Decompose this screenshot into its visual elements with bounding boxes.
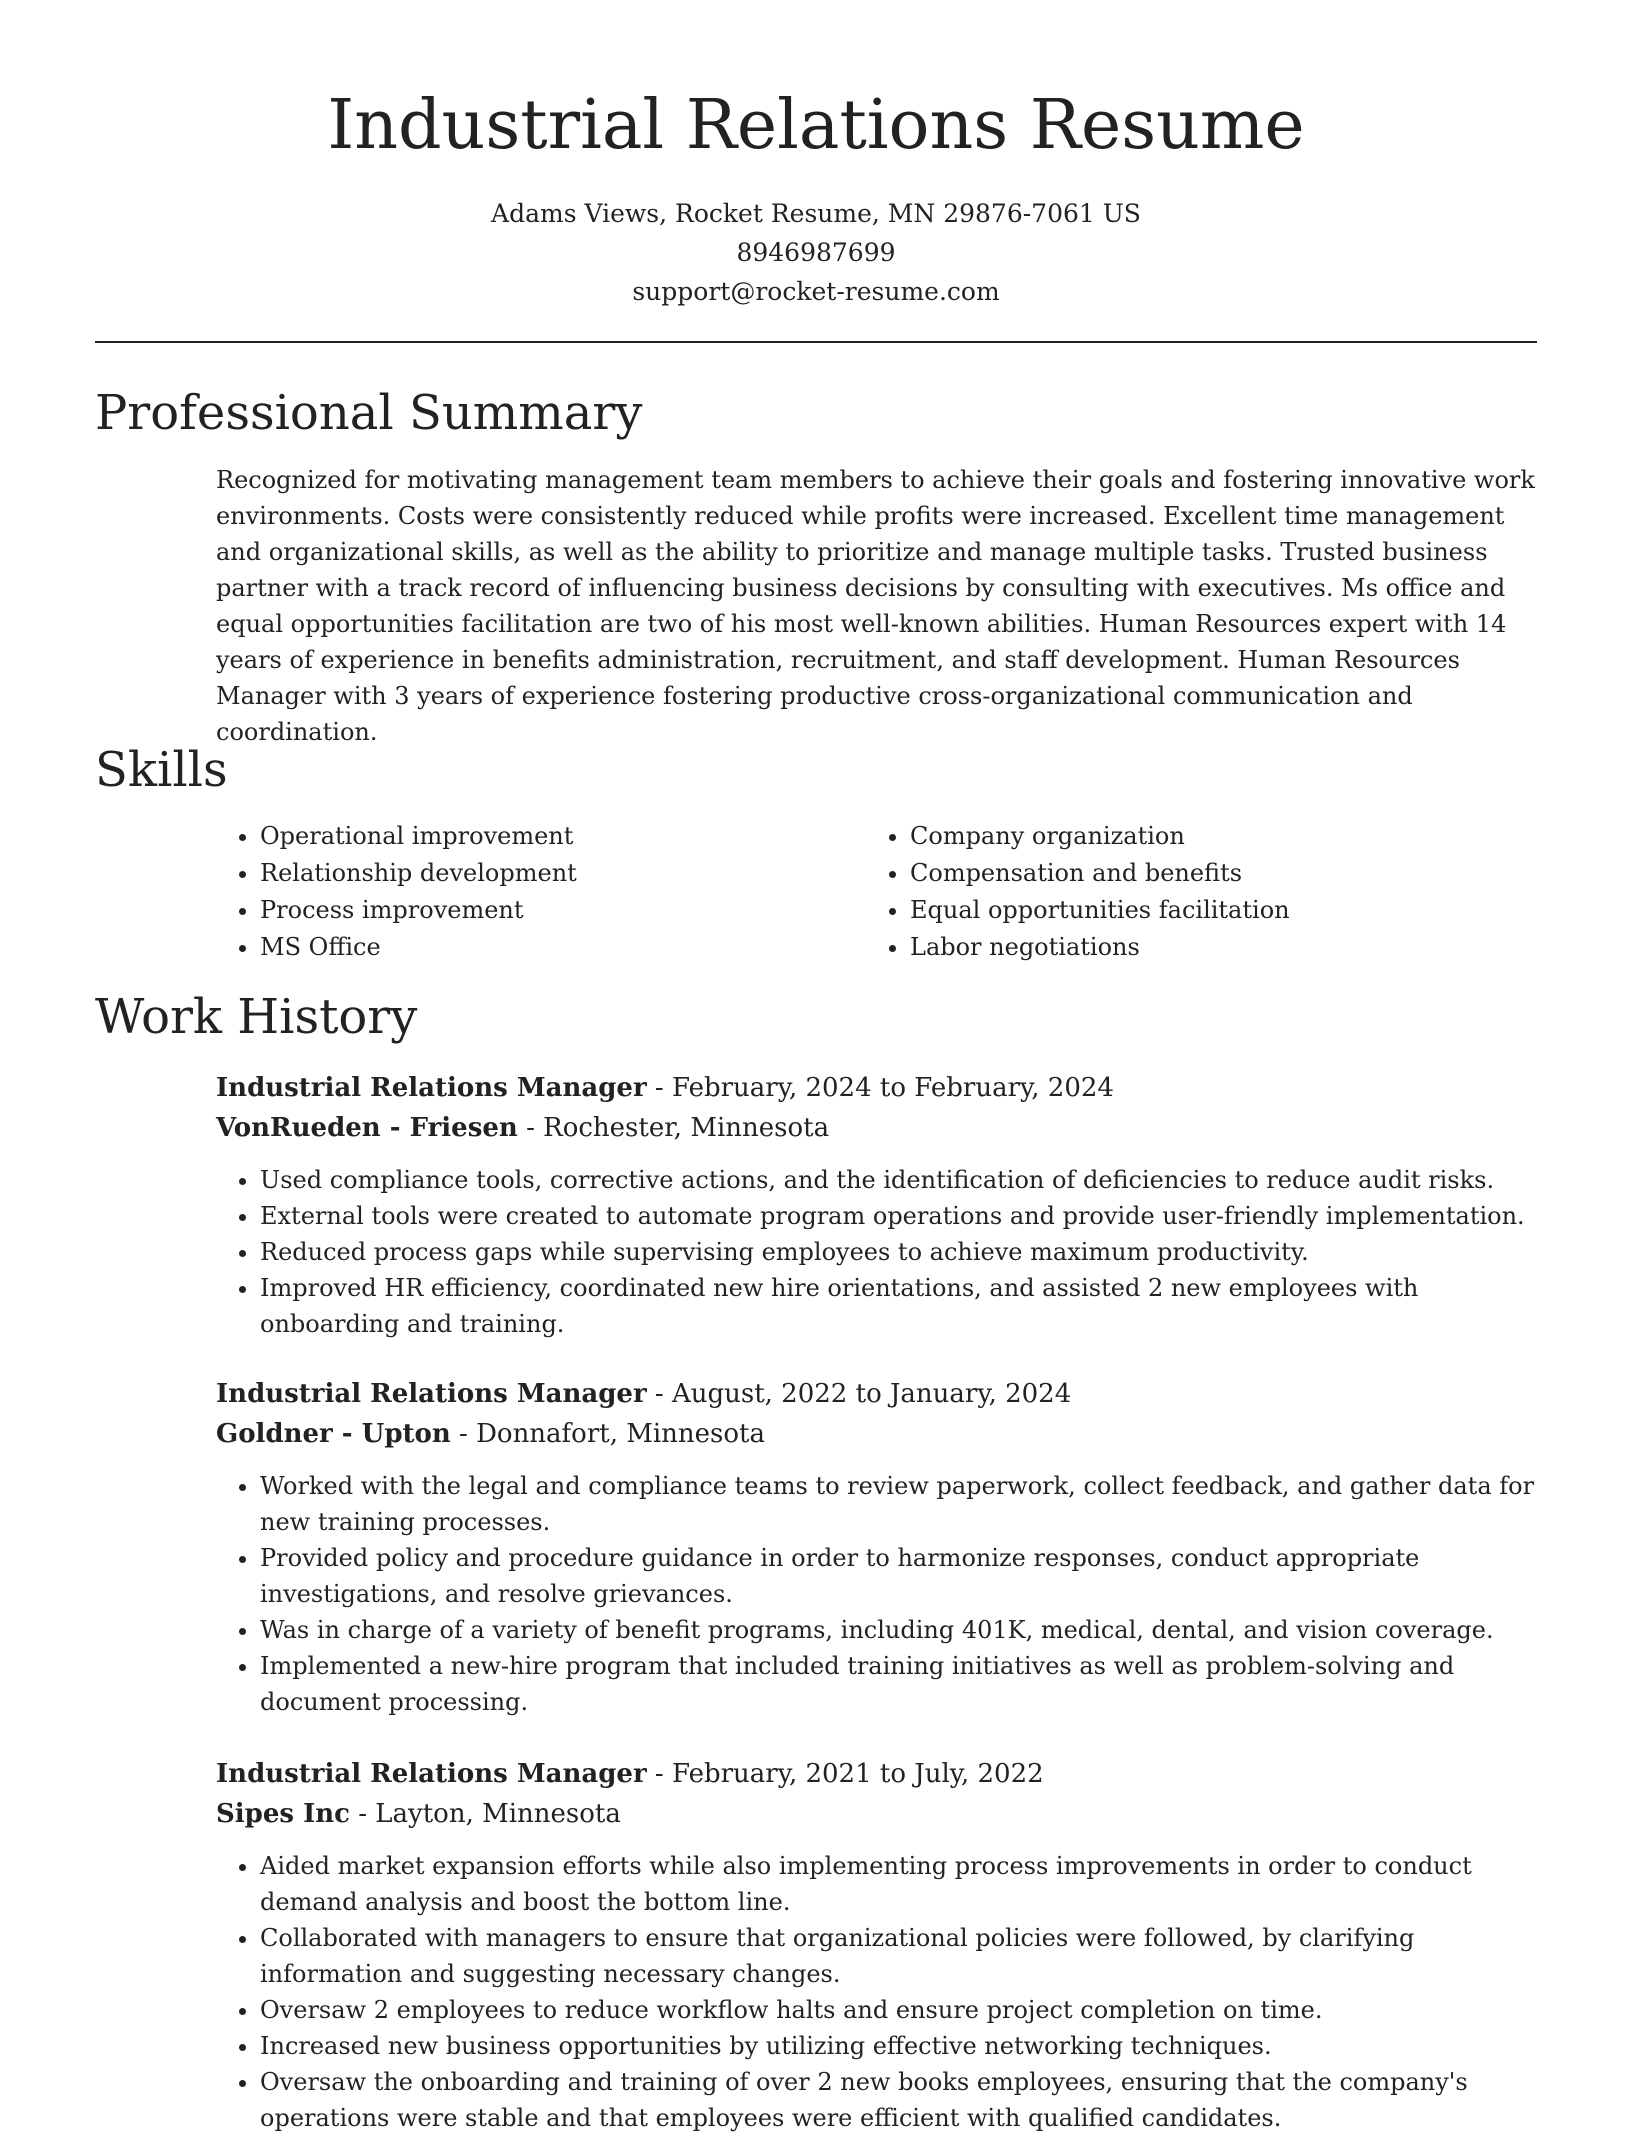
- job-entry: [216, 1374, 1538, 1720]
- resume-title: Industrial Relations Resume: [327, 86, 1305, 165]
- skills-list: [216, 818, 1536, 966]
- job-bullet: • Reduced process gaps while supervising employees to achieve maximum productivity.: [260, 1234, 1538, 1270]
- job-bullets: [216, 1848, 1538, 2136]
- contact-email: support@rocket-resume.com: [632, 277, 1000, 306]
- skill-item: • Labor negotiations: [910, 929, 1516, 966]
- summary-heading: Professional Summary: [95, 385, 643, 441]
- job-employer: Goldner - Upton: [216, 1419, 451, 1449]
- summary-text: Recognized for motivating management team members to achieve their goals and fostering innovative work environments. Costs were consistently reduced while profits were increased. Excellent time management and organizational skills, as well as the ability to prioritize and manage multiple tasks. Trusted business partner with a track record of influencing business decisions by consulting with executives. Ms office and equal opportunities facilitation are two of his most well-known abilities. Human Resources expert with 14 years of experience in benefits administration, recruitment, and staff development. Human Resources Manager with 3 years of experience fostering productive cross-organizational communication and coordination.: [216, 466, 1535, 746]
- job-location: - Layton, Minnesota: [349, 1799, 621, 1829]
- skill-item: • Company organization: [910, 818, 1516, 855]
- contact-phone: 8946987699: [736, 238, 896, 267]
- job-bullet: • Was in charge of a variety of benefit programs, including 401K, medical, dental, and vision coverage.: [260, 1612, 1538, 1648]
- skills-column-right: [866, 818, 1516, 966]
- job-bullet: • Implemented a new-hire program that included training initiatives as well as problem-solving and document processing.: [260, 1648, 1538, 1720]
- job-bullet: • Improved HR efficiency, coordinated new hire orientations, and assisted 2 new employees with onboarding and training.: [260, 1270, 1538, 1342]
- job-company-line: [216, 1794, 1538, 1834]
- job-bullets: [216, 1468, 1538, 1720]
- job-bullets: [216, 1162, 1538, 1342]
- contact-address: Adams Views, Rocket Resume, MN 29876-7061 US: [491, 199, 1141, 228]
- skill-item: • Compensation and benefits: [910, 855, 1516, 892]
- work-history-heading: Work History: [95, 989, 418, 1045]
- skill-item: • Operational improvement: [260, 818, 866, 855]
- job-bullet: • External tools were created to automate program operations and provide user-friendly implementation.: [260, 1198, 1538, 1234]
- job-company-line: [216, 1108, 1538, 1148]
- job-bullet: • Increased new business opportunities by utilizing effective networking techniques.: [260, 2028, 1538, 2064]
- contact-info: [95, 194, 1537, 311]
- job-bullet: • Oversaw 2 employees to reduce workflow halts and ensure project completion on time.: [260, 1992, 1538, 2028]
- job-bullet: • Aided market expansion efforts while also implementing process improvements in order to conduct demand analysis and boost the bottom line.: [260, 1848, 1538, 1920]
- job-location: - Donnafort, Minnesota: [450, 1419, 765, 1449]
- job-bullet: • Provided policy and procedure guidance in order to harmonize responses, conduct appropriate investigations, and resolve grievances.: [260, 1540, 1538, 1612]
- job-dates: - August, 2022 to January, 2024: [646, 1379, 1072, 1409]
- job-title-line: [216, 1068, 1538, 1108]
- job-dates: - February, 2021 to July, 2022: [646, 1759, 1044, 1789]
- job-dates: - February, 2024 to February, 2024: [646, 1073, 1114, 1103]
- skills-heading: Skills: [95, 742, 228, 798]
- job-entry: [216, 1754, 1538, 2136]
- job-company-line: [216, 1414, 1538, 1454]
- skills-column-left: [216, 818, 866, 966]
- job-employer: Sipes Inc: [216, 1799, 350, 1829]
- skill-item: • Equal opportunities facilitation: [910, 892, 1516, 929]
- job-location: - Rochester, Minnesota: [517, 1113, 830, 1143]
- job-bullet: • Worked with the legal and compliance teams to review paperwork, collect feedback, and gather data for new training processes.: [260, 1468, 1538, 1540]
- skill-item: • Process improvement: [260, 892, 866, 929]
- job-title-line: [216, 1754, 1538, 1794]
- resume-header: [95, 80, 1537, 311]
- job-bullet: • Collaborated with managers to ensure that organizational policies were followed, by clarifying information and suggesting necessary changes.: [260, 1920, 1538, 1992]
- header-divider: [95, 341, 1537, 343]
- job-entry: [216, 1068, 1538, 1342]
- job-role: Industrial Relations Manager: [216, 1073, 647, 1103]
- job-bullet: • Oversaw the onboarding and training of over 2 new books employees, ensuring that the company's operations were stable and that employees were efficient with qualified candidates.: [260, 2064, 1538, 2136]
- job-title-line: [216, 1374, 1538, 1414]
- skill-item: • Relationship development: [260, 855, 866, 892]
- job-role: Industrial Relations Manager: [216, 1379, 647, 1409]
- job-employer: VonRueden - Friesen: [216, 1113, 518, 1143]
- skill-item: • MS Office: [260, 929, 866, 966]
- job-role: Industrial Relations Manager: [216, 1759, 647, 1789]
- job-bullet: • Used compliance tools, corrective actions, and the identification of deficiencies to reduce audit risks.: [260, 1162, 1538, 1198]
